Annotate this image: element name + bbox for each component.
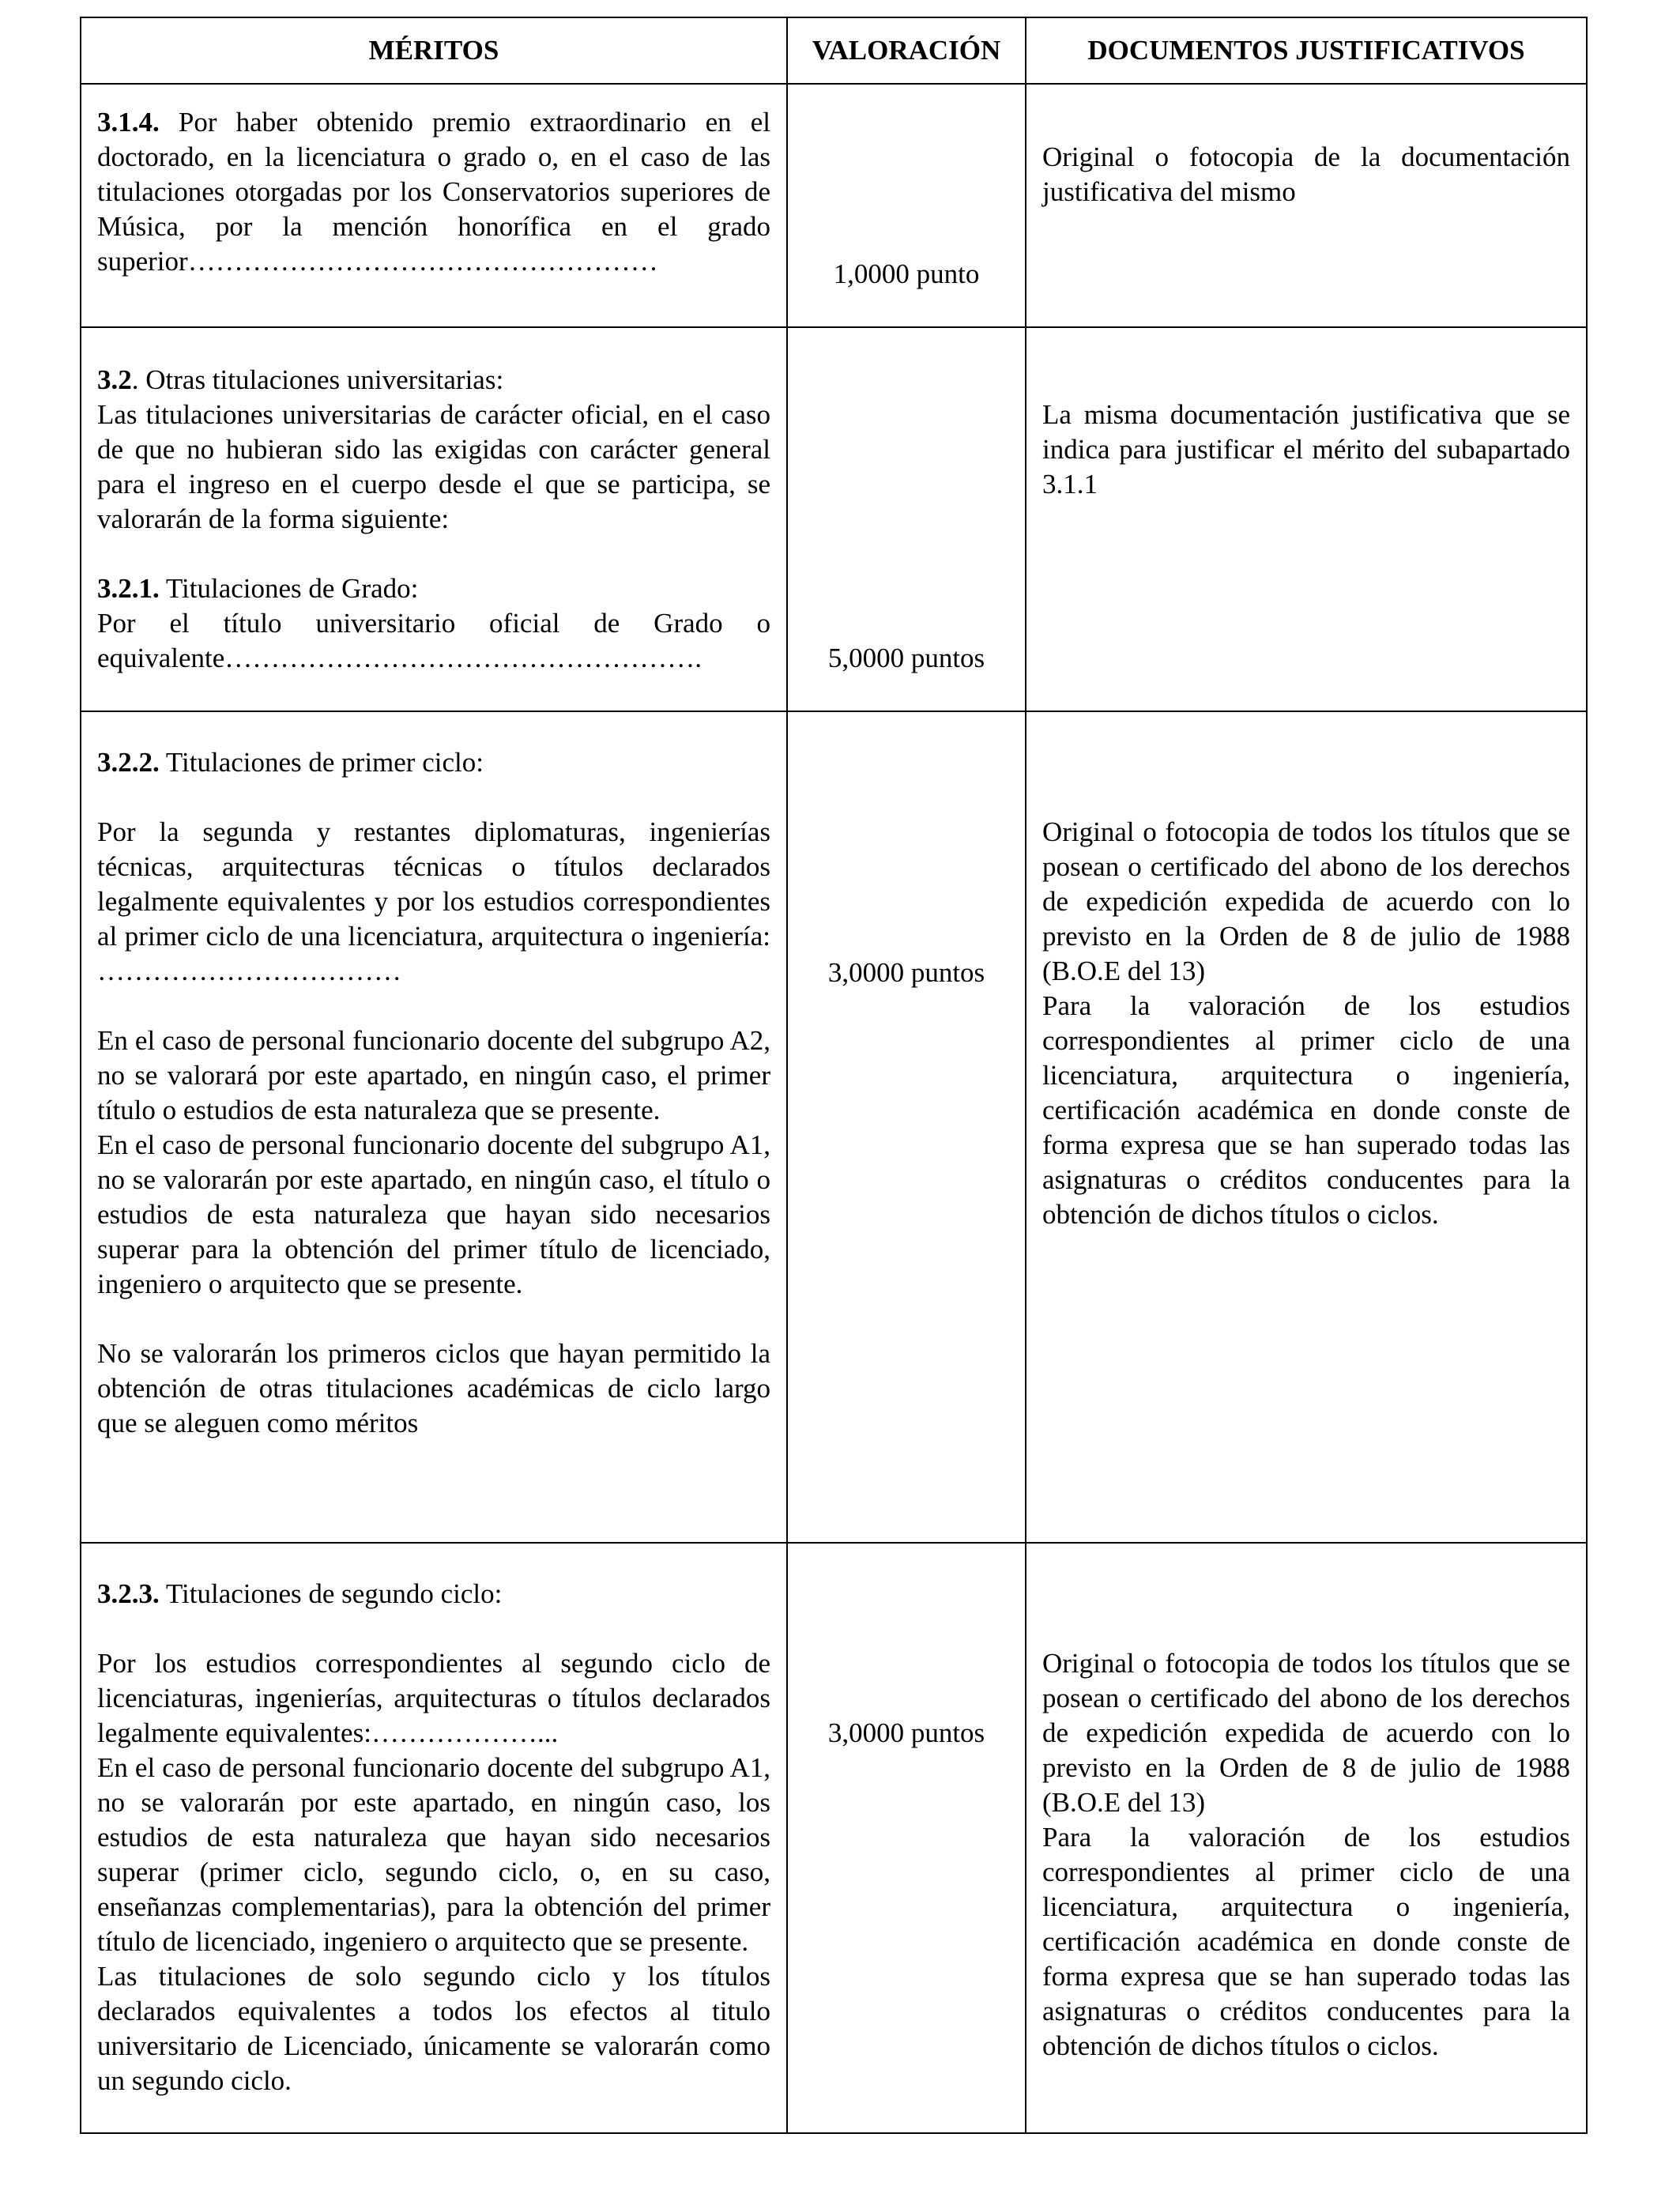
documentos-paragraph-1: Original o fotocopia de todos los títulos que se posean o certificado del abono de los derechos de expedición expedida de acuerdo con lo previsto en la Orden de 8 de julio de 1988 (B.O.E del 13) <box>1042 816 1570 986</box>
merit-paragraph-3: Las titulaciones de solo segundo ciclo y los títulos declarados equivalentes a todos los efectos al titulo universitario de Licenciado, únicamente se valorarán como un segundo ciclo. <box>97 1961 770 2096</box>
merit-code: 3.2.3. <box>97 1578 160 1609</box>
sub-text: Por el título universitario oficial de Grado o equivalente……………………………………………. <box>97 608 770 673</box>
table-row <box>81 327 1587 711</box>
valoracion-value: 3,0000 puntos <box>827 957 985 988</box>
merit-title: Titulaciones de segundo ciclo: <box>159 1578 503 1609</box>
documentos-cell <box>1026 327 1587 711</box>
merit-paragraph-4: No se valorarán los primeros ciclos que hayan permitido la obtención de otras titulaciones académicas de ciclo largo que se aleguen como méritos <box>97 1338 770 1438</box>
table-row <box>81 1543 1587 2133</box>
merit-cell <box>81 1543 787 2133</box>
documentos-paragraph-2: Para la valoración de los estudios correspondientes al primer ciclo de una licenciatura, arquitectura o ingeniería, certificación académica en donde conste de forma expresa que se han superado todas las asignaturas o créditos conducentes para la obtención de dichos títulos o ciclos. <box>1042 990 1570 1230</box>
documentos-cell <box>1026 1543 1587 2133</box>
valoracion-cell <box>787 1543 1026 2133</box>
merit-paragraph-1: Por los estudios correspondientes al segundo ciclo de licenciaturas, ingenierías, arquitecturas o títulos declarados legalmente equivalentes:………………... <box>97 1648 770 1748</box>
merit-paragraph-3: En el caso de personal funcionario docente del subgrupo A1, no se valorarán por este apartado, en ningún caso, el título o estudios de esta naturaleza que hayan sido necesarios superar para la obtención del primer título de licenciado, ingeniero o arquitecto que se presente. <box>97 1129 770 1299</box>
table-row <box>81 711 1587 1543</box>
header-meritos: MÉRITOS <box>81 17 787 84</box>
valoracion-value: 5,0000 puntos <box>827 643 985 673</box>
sub-title: Titulaciones de Grado: <box>159 573 419 604</box>
merit-code: 3.2 <box>97 364 132 395</box>
merit-paragraph-2: En el caso de personal funcionario docente del subgrupo A1, no se valorarán por este apartado, en ningún caso, los estudios de esta naturaleza que hayan sido necesarios superar (primer ciclo, segundo ciclo, o, en su caso, enseñanzas complementarias), para la obtención del primer título de licenciado, ingeniero o arquitecto que se presente. <box>97 1752 770 1957</box>
merit-text: Las titulaciones universitarias de carácter oficial, en el caso de que no hubieran sido las exigidas con carácter general para el ingreso en el cuerpo desde el que se participa, se valorarán de la forma siguiente: <box>97 399 770 534</box>
merit-cell <box>81 711 787 1543</box>
merit-title-line <box>97 745 770 780</box>
documentos-paragraph-2: Para la valoración de los estudios correspondientes al primer ciclo de una licenciatura, arquitectura o ingeniería, certificación académica en donde conste de forma expresa que se han superado todas las asignaturas o créditos conducentes para la obtención de dichos títulos o ciclos. <box>1042 1822 1570 2061</box>
documentos-cell <box>1026 711 1587 1543</box>
valoracion-value: 1,0000 punto <box>833 258 980 289</box>
merit-cell <box>81 84 787 327</box>
merit-title-line <box>97 1577 770 1612</box>
merit-cell <box>81 327 787 711</box>
merit-title: . Otras titulaciones universitarias: <box>131 364 504 395</box>
table-row <box>81 84 1587 327</box>
header-valoracion: VALORACIÓN <box>787 17 1026 84</box>
merit-paragraph <box>97 105 770 279</box>
merit-paragraph-2: En el caso de personal funcionario docente del subgrupo A2, no se valorará por este apartado, en ningún caso, el primer título o estudios de esta naturaleza que se presente. <box>97 1025 770 1125</box>
sub-code: 3.2.1. <box>97 573 160 604</box>
documentos-text: Original o fotocopia de la documentación justificativa del mismo <box>1042 141 1570 207</box>
valoracion-cell <box>787 84 1026 327</box>
documentos-paragraph-1: Original o fotocopia de todos los títulos que se posean o certificado del abono de los derechos de expedición expedida de acuerdo con lo previsto en la Orden de 8 de julio de 1988 (B.O.E del 13) <box>1042 1648 1570 1818</box>
merit-code: 3.2.2. <box>97 747 160 778</box>
meritos-table <box>80 17 1588 2134</box>
valoracion-cell <box>787 327 1026 711</box>
documentos-cell <box>1026 84 1587 327</box>
valoracion-cell <box>787 711 1026 1543</box>
merit-code: 3.1.4. <box>97 107 160 138</box>
sub-title-line <box>97 571 770 606</box>
merit-text: Por haber obtenido premio extraordinario en el doctorado, en la licenciatura o grado o, en el caso de las titulaciones otorgadas por los Conservatorios superiores de Música, por la mención honorífica en el grado superior…………………………………………… <box>97 107 770 277</box>
header-row <box>81 17 1587 84</box>
merit-title-line <box>97 363 770 398</box>
merit-title: Titulaciones de primer ciclo: <box>159 747 484 778</box>
valoracion-value: 3,0000 puntos <box>827 1717 985 1748</box>
header-documentos: DOCUMENTOS JUSTIFICATIVOS <box>1026 17 1587 84</box>
documentos-text: La misma documentación justificativa que se indica para justificar el mérito del subapartado 3.1.1 <box>1042 399 1570 499</box>
merit-paragraph-1: Por la segunda y restantes diplomaturas, ingenierías técnicas, arquitecturas técnicas o títulos declarados legalmente equivalentes y por los estudios correspondientes al primer ciclo de una licenciatura, arquitectura o ingeniería: …………………………… <box>97 816 770 986</box>
